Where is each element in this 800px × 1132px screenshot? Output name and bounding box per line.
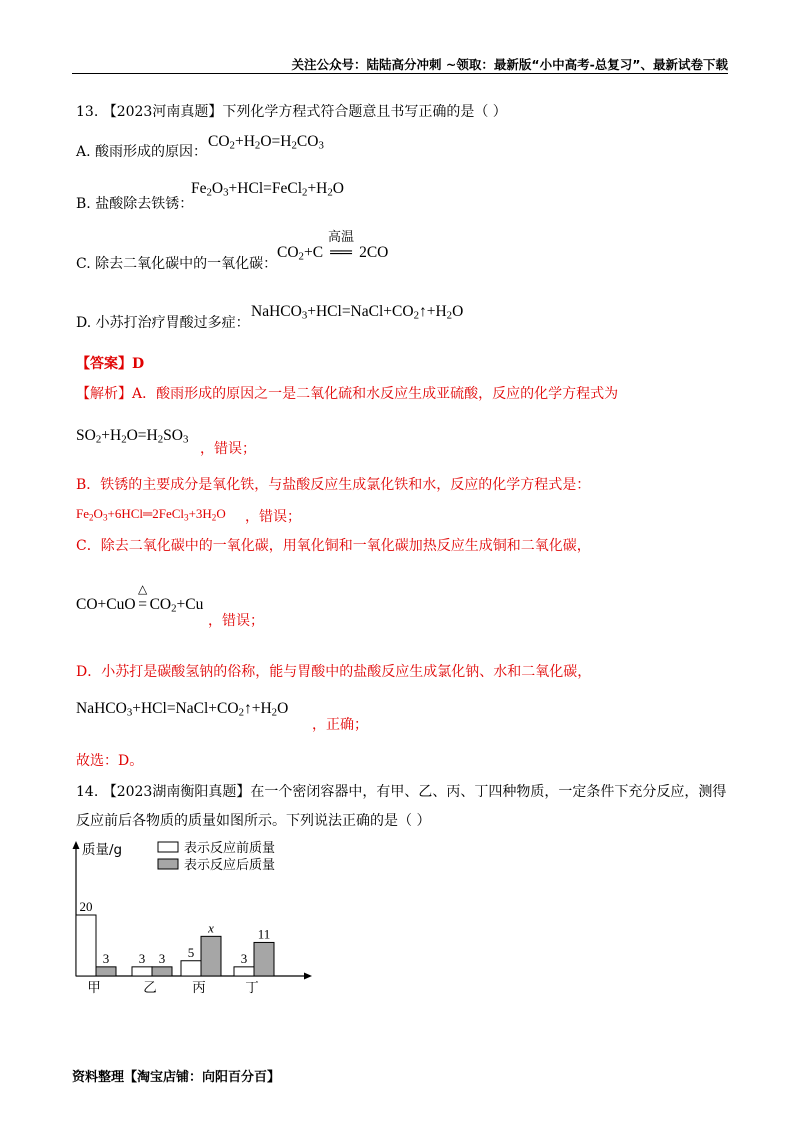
q13-option-d-label: D. 小苏打治疗胃酸过多症： bbox=[76, 315, 250, 331]
mass-bar-chart bbox=[60, 835, 320, 1000]
bar-label-丙-before: 5 bbox=[187, 944, 195, 960]
q13-option-a-label: A. 酸雨形成的原因： bbox=[76, 144, 208, 160]
header-divider bbox=[72, 73, 728, 74]
q13-analysis-a-equation: $SO_2+H_2O=H_2SO_3$ bbox=[76, 427, 189, 446]
page-footer: 资料整理【淘宝店铺：向阳百分百】 bbox=[72, 1070, 281, 1085]
q13-option-c-equation: $CO_2+C$ 高温 ══ 2CO bbox=[277, 244, 388, 262]
bar-label-丁-after: 11 bbox=[257, 926, 271, 942]
q13-analysis-c-equation: CO+CuO △ = $CO_2+Cu$ bbox=[76, 582, 204, 615]
q13-option-c-condition: 高温 bbox=[328, 229, 355, 244]
bar-label-甲-after: 3 bbox=[102, 950, 110, 966]
y-axis-arrow bbox=[73, 841, 80, 849]
bar-label-乙-before: 3 bbox=[138, 950, 146, 966]
q13-option-c-label: C. 除去二氧化碳中的一氧化碳： bbox=[76, 256, 278, 272]
q13-analysis-b: B．铁锈的主要成分是氧化铁，与盐酸反应生成氯化铁和水，反应的化学方程式是： bbox=[76, 477, 591, 493]
bar-甲-before bbox=[76, 915, 96, 976]
q13-analysis-c: C．除去二氧化碳中的一氧化碳，用氧化铜和一氧化碳加热反应生成铜和二氧化碳， bbox=[76, 538, 591, 554]
q14-stem-line1: 14. 【2023湖南衡阳真题】在一个密闭容器中，有甲、乙、丙、丁四种物质，一定条件下充分反应，测得 bbox=[76, 784, 727, 800]
q13-stem: 13. 【2023河南真题】下列化学方程式符合题意且书写正确的是（ ） bbox=[76, 104, 507, 120]
x-tick-丙: 丙 bbox=[192, 980, 206, 996]
bar-甲-after bbox=[96, 967, 116, 976]
legend-swatch-after bbox=[158, 859, 178, 869]
q13-option-b-equation: $Fe_2O_3+HCl=FeCl_2+H_2O$ bbox=[191, 180, 344, 199]
bar-丙-before bbox=[181, 961, 201, 976]
q13-option-b-label: B. 盐酸除去铁锈： bbox=[76, 196, 194, 212]
q13-analysis-a: 【解析】A．酸雨形成的原因之一是二氧化硫和水反应生成亚硫酸，反应的化学方程式为 bbox=[76, 386, 619, 402]
q13-analysis-d-equation: $NaHCO_3+HCl=NaCl+CO_2↑+H_2O$ bbox=[76, 700, 289, 719]
q13-option-d-equation: $NaHCO_3+HCl=NaCl+CO_2↑+H_2O$ bbox=[251, 303, 464, 322]
q13-analysis-b-verdict: ，错误； bbox=[245, 509, 301, 525]
q13-analysis-a-verdict: ，错误； bbox=[200, 441, 256, 457]
x-tick-甲: 甲 bbox=[87, 980, 101, 996]
q13-option-a-equation: $CO_2+H_2O=H_2CO_3$ bbox=[208, 133, 324, 152]
x-tick-丁: 丁 bbox=[245, 980, 259, 996]
x-axis-arrow bbox=[304, 973, 312, 980]
bar-label-丙-after: x bbox=[208, 920, 214, 936]
bar-label-乙-after: 3 bbox=[158, 950, 166, 966]
q13-answer: 【答案】D bbox=[76, 356, 145, 372]
q13-choice: 故选：D。 bbox=[76, 753, 144, 769]
q13-analysis-b-equation: $Fe_2O_3+6HCl═2FeCl_3+3H_2O$ bbox=[76, 506, 226, 523]
q13-analysis-d: D．小苏打是碳酸氢钠的俗称，能与胃酸中的盐酸反应生成氯化钠、水和二氧化碳， bbox=[76, 664, 592, 680]
q14-stem-line2: 反应前后各物质的质量如图所示。下列说法正确的是（ ） bbox=[76, 813, 431, 829]
bar-丙-after bbox=[201, 936, 221, 976]
bar-丁-after bbox=[254, 942, 274, 976]
bar-label-丁-before: 3 bbox=[240, 950, 248, 966]
legend-label-after: 表示反应后质量 bbox=[184, 858, 276, 873]
q13-analysis-d-verdict: ，正确； bbox=[312, 717, 368, 733]
q13-analysis-c-verdict: ，错误； bbox=[208, 613, 264, 629]
x-tick-乙: 乙 bbox=[143, 980, 157, 996]
bar-乙-after bbox=[152, 967, 172, 976]
bar-label-甲-before: 20 bbox=[79, 899, 93, 914]
legend-swatch-before bbox=[158, 842, 178, 852]
legend-label-before: 表示反应前质量 bbox=[184, 841, 276, 856]
page-header: 关注公众号：陆陆高分冲刺 ~领取：最新版“小中高考-总复习”、最新试卷下载 bbox=[291, 57, 728, 72]
bar-丁-before bbox=[234, 967, 254, 976]
bar-乙-before bbox=[132, 967, 152, 976]
q13-analysis-c-condition: △ bbox=[137, 582, 148, 596]
y-axis-label: 质量/g bbox=[82, 842, 123, 858]
